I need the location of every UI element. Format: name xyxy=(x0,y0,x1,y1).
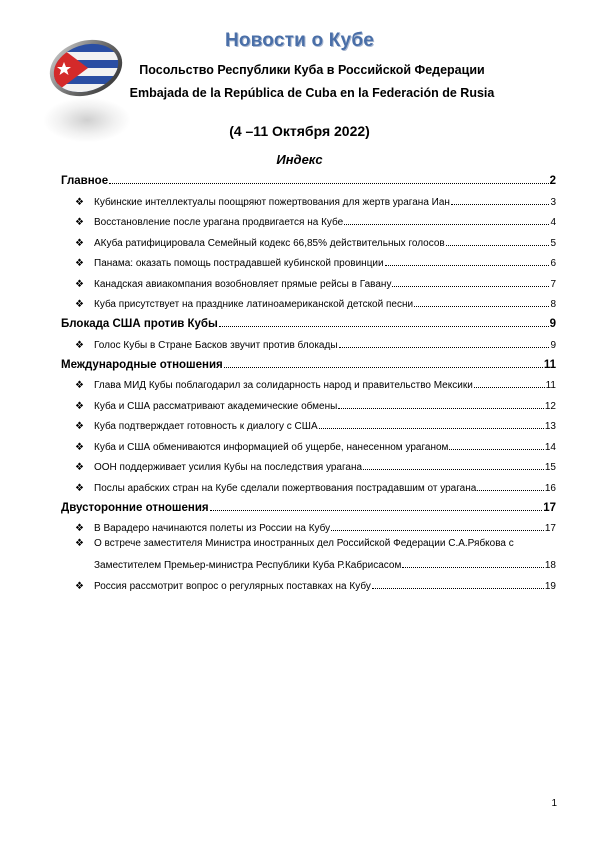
table-of-contents xyxy=(61,167,556,592)
toc-page-number: 3 xyxy=(550,196,556,208)
dot-leader xyxy=(392,286,549,287)
toc-entry-label: Канадская авиакомпания возобновляет прямые рейсы в Гавану xyxy=(94,278,392,290)
diamond-bullet-icon: ❖ xyxy=(75,339,84,351)
toc-entry-label: Куба подтверждает готовность к диалогу с США xyxy=(94,421,318,432)
dot-leader xyxy=(319,428,544,429)
dot-leader xyxy=(385,265,550,266)
dot-leader xyxy=(339,347,550,348)
diamond-bullet-icon: ❖ xyxy=(75,441,84,453)
diamond-bullet-icon: ❖ xyxy=(75,538,84,549)
toc-page-number: 5 xyxy=(550,237,556,249)
toc-entry-label: Послы арабских стран на Кубе сделали пожертвования пострадавшим от урагана xyxy=(94,482,477,494)
toc-entry[interactable] xyxy=(61,514,556,535)
dot-leader xyxy=(338,408,544,409)
toc-entry-label: Куба и США рассматривают академические обмены xyxy=(94,400,338,412)
toc-page-number: 12 xyxy=(544,400,556,412)
toc-page-number: 18 xyxy=(544,560,556,571)
dot-leader xyxy=(446,245,550,246)
toc-section-label: Международные отношения xyxy=(61,358,223,371)
toc-entry[interactable] xyxy=(61,534,556,571)
toc-entry[interactable] xyxy=(61,249,556,270)
toc-page-number: 17 xyxy=(543,501,556,514)
toc-entry-label: Куба и США обмениваются информацией об ущербе, нанесенном ураганом xyxy=(94,441,449,453)
diamond-bullet-icon: ❖ xyxy=(75,299,84,310)
toc-entry[interactable] xyxy=(61,391,556,412)
toc-page-number: 19 xyxy=(544,580,556,592)
toc-entry-label: Куба присутствует на празднике латиноамериканской детской песни xyxy=(94,299,414,310)
diamond-bullet-icon: ❖ xyxy=(75,462,84,473)
toc-entry[interactable] xyxy=(61,453,556,474)
dot-leader xyxy=(477,490,544,491)
toc-section-label: Блокада США против Кубы xyxy=(61,318,218,330)
dot-leader xyxy=(219,326,549,327)
toc-section[interactable] xyxy=(61,494,556,514)
toc-page-number: 11 xyxy=(545,380,556,391)
toc-entry-label: ООН поддерживает усилия Кубы на последствия урагана xyxy=(94,462,363,473)
diamond-bullet-icon: ❖ xyxy=(75,217,84,228)
diamond-bullet-icon: ❖ xyxy=(75,278,84,290)
toc-page-number: 7 xyxy=(550,278,556,290)
toc-entry[interactable] xyxy=(61,371,556,392)
dot-leader xyxy=(451,204,550,205)
toc-entry[interactable] xyxy=(61,290,556,311)
toc-entry[interactable] xyxy=(61,187,556,208)
toc-entry[interactable] xyxy=(61,269,556,290)
toc-page-number: 4 xyxy=(550,217,556,228)
toc-page-number: 11 xyxy=(543,358,556,371)
index-heading: Индекс xyxy=(276,152,323,167)
toc-entry-label: Голос Кубы в Стране Басков звучит против блокады xyxy=(94,339,338,351)
diamond-bullet-icon: ❖ xyxy=(75,237,84,249)
toc-entry-label: Панама: оказать помощь пострадавшей кубинской провинции xyxy=(94,258,384,269)
diamond-bullet-icon: ❖ xyxy=(75,482,84,494)
toc-entry-label: Глава МИД Кубы поблагодарил за солидарность народ и правительство Мексики xyxy=(94,380,473,391)
toc-page-number: 9 xyxy=(550,339,556,351)
dot-leader xyxy=(224,367,543,368)
page-title: Новости о Кубе xyxy=(224,30,375,51)
dot-leader xyxy=(363,469,544,470)
diamond-bullet-icon: ❖ xyxy=(75,258,84,269)
page-number: 1 xyxy=(551,798,557,809)
toc-section[interactable] xyxy=(61,167,556,187)
diamond-bullet-icon: ❖ xyxy=(75,523,84,534)
toc-section[interactable] xyxy=(61,351,556,371)
toc-page-number: 16 xyxy=(544,482,556,494)
dot-leader xyxy=(474,387,545,388)
toc-entry-label-line2: Заместителем Премьер-министра Республики Куба Р.Кабрисасом xyxy=(94,560,402,571)
diamond-bullet-icon: ❖ xyxy=(75,196,84,208)
toc-entry[interactable] xyxy=(61,228,556,249)
toc-entry-label: АКуба ратифицировала Семейный кодекс 66,85% действительных голосов xyxy=(94,237,445,249)
dot-leader xyxy=(210,510,543,511)
toc-section[interactable] xyxy=(61,310,556,330)
date-range: (4 –11 Октября 2022) xyxy=(229,123,370,139)
toc-entry[interactable] xyxy=(61,473,556,494)
dot-leader xyxy=(344,224,549,225)
toc-entry-label: Восстановление после урагана продвигается на Кубе xyxy=(94,217,344,228)
dot-leader xyxy=(109,183,549,184)
toc-page-number: 14 xyxy=(544,441,556,453)
diamond-bullet-icon: ❖ xyxy=(75,580,84,592)
dot-leader xyxy=(449,449,543,450)
toc-page-number: 9 xyxy=(549,318,556,330)
toc-page-number: 8 xyxy=(550,299,556,310)
toc-section-label: Двусторонние отношения xyxy=(61,501,209,514)
diamond-bullet-icon: ❖ xyxy=(75,421,84,432)
embassy-name-es: Embajada de la República de Cuba en la Federación de Rusia xyxy=(129,86,495,100)
diamond-bullet-icon: ❖ xyxy=(75,380,84,391)
toc-entry[interactable] xyxy=(61,208,556,229)
toc-page-number: 6 xyxy=(550,258,556,269)
toc-entry[interactable] xyxy=(61,571,556,592)
toc-section-label: Главное xyxy=(61,175,109,187)
toc-entry[interactable] xyxy=(61,412,556,433)
dot-leader xyxy=(414,306,549,307)
toc-page-number: 17 xyxy=(544,523,556,534)
embassy-name-ru: Посольство Республики Куба в Российской Федерации xyxy=(139,63,485,77)
toc-entry-label: Россия рассмотрит вопрос о регулярных поставках на Кубу xyxy=(94,580,371,592)
toc-entry-label-line1: О встрече заместителя Министра иностранных дел Российской Федерации С.А.Рябкова с xyxy=(94,538,514,549)
toc-entry-label: Кубинские интеллектуалы поощряют пожертвования для жертв урагана Иан xyxy=(94,196,450,208)
toc-entry[interactable] xyxy=(61,432,556,453)
toc-entry[interactable] xyxy=(61,330,556,351)
toc-entry-label: В Варадеро начинаются полеты из России на Кубу xyxy=(94,523,331,534)
dot-leader xyxy=(402,567,544,568)
diamond-bullet-icon: ❖ xyxy=(75,400,84,412)
toc-page-number: 15 xyxy=(544,462,556,473)
dot-leader xyxy=(372,588,544,589)
dot-leader xyxy=(331,530,544,531)
toc-page-number: 13 xyxy=(544,421,556,432)
toc-page-number: 2 xyxy=(549,175,556,187)
